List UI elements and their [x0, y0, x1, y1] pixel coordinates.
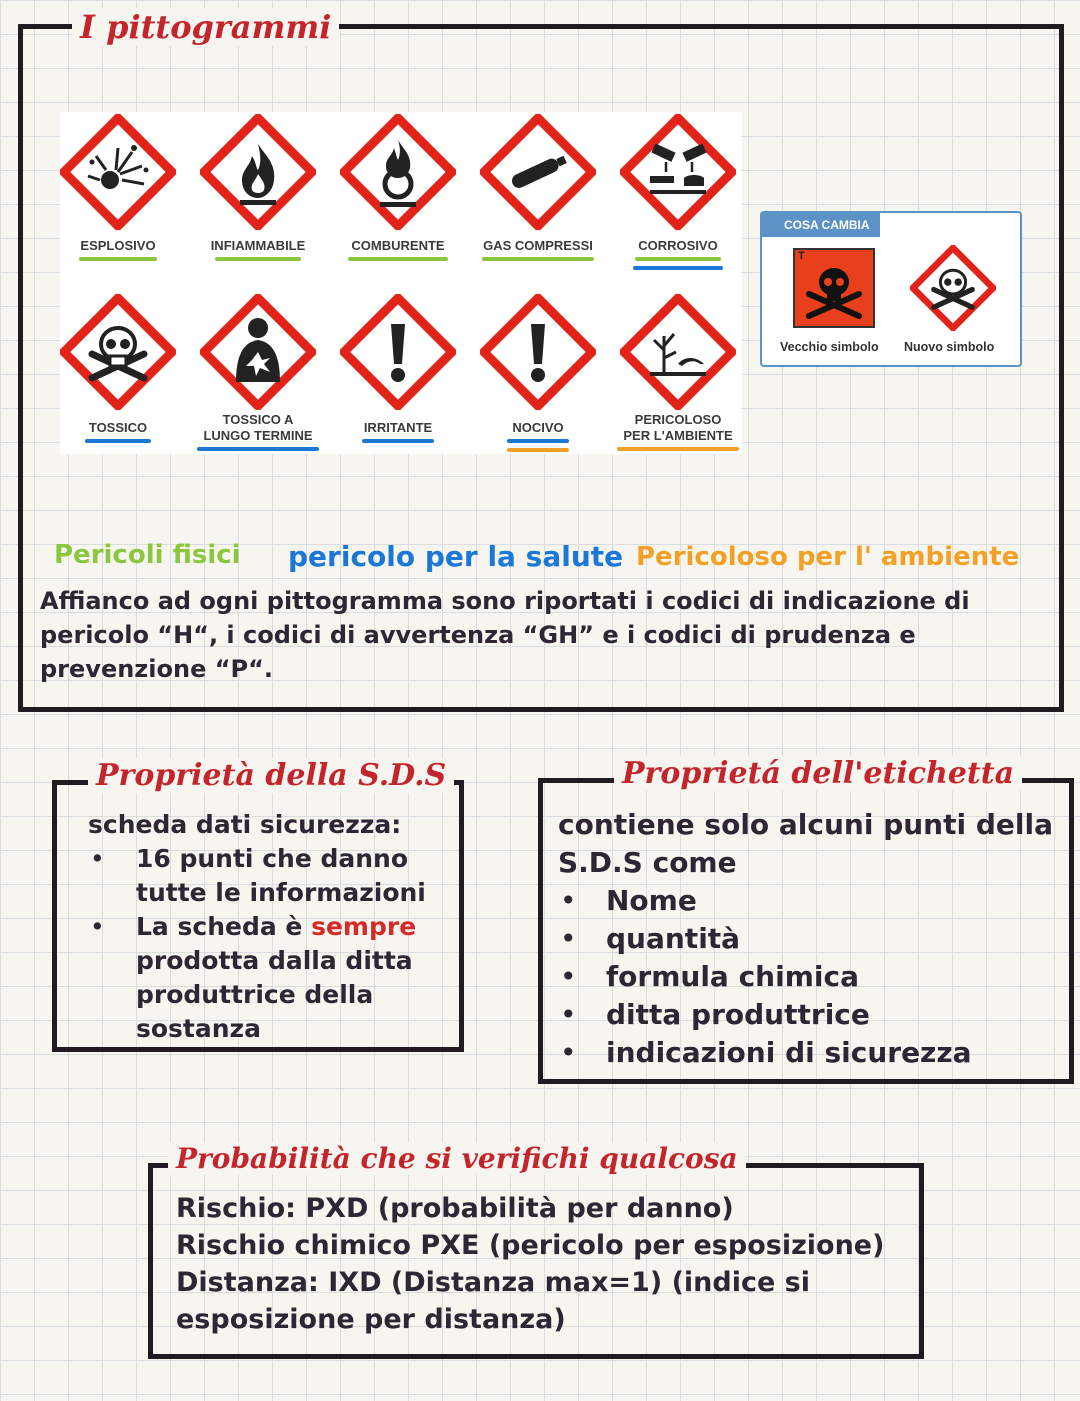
flame-icon: [200, 114, 316, 230]
label-line: PER L'AMBIENTE: [623, 428, 733, 443]
risk-line: Rischio: PXD (probabilità per danno): [176, 1193, 734, 1224]
pictogram-pericoloso-ambiente: [610, 294, 746, 451]
skull-crossbones-icon: [795, 250, 873, 326]
sds-intro: scheda dati sicurezza:: [88, 810, 402, 839]
list-item: • quantità: [558, 920, 1053, 958]
item-line: prodotta dalla ditta: [136, 946, 413, 975]
sds-content: [88, 808, 426, 1046]
physical-underline: [79, 257, 157, 261]
pictogram-tossico-lungo-termine: [190, 294, 326, 451]
pictogram-corrosivo: [610, 114, 746, 270]
pictogram-label: COMBURENTE: [351, 238, 445, 253]
pictogram-nocivo: [470, 294, 606, 452]
old-symbol: [793, 248, 875, 328]
pictograms-paragraph: [40, 584, 970, 686]
pictogram-label: [190, 412, 326, 444]
pictogram-comburente: [330, 114, 466, 261]
pictogram-label: CORROSIVO: [638, 238, 718, 253]
sds-title: Proprietà della S.D.S: [88, 758, 454, 793]
label-content: [558, 806, 1053, 1072]
label-list: [558, 882, 1053, 1072]
item-line: • 16 punti che danno: [136, 844, 409, 873]
environment-underline: [617, 447, 739, 451]
exclamation-icon: [340, 294, 456, 410]
pictogram-label: INFIAMMABILE: [210, 238, 306, 253]
risk-title: Probabilità che si verifichi qualcosa: [168, 1142, 746, 1175]
physical-underline: [215, 257, 301, 261]
risk-line: Rischio chimico PXE (pericolo per esposizione): [176, 1230, 885, 1261]
health-underline: [362, 439, 434, 443]
pictogram-label: ESPLOSIVO: [80, 238, 156, 253]
paragraph-line: pericolo “H“, i codici di avvertenza “GH” e i codici di prudenza e: [40, 621, 916, 649]
cosa-cambia-box: [760, 211, 1022, 367]
risk-content: [176, 1190, 884, 1338]
pictogram-label: GAS COMPRESSI: [483, 238, 593, 253]
pictogram-tossico: [50, 294, 186, 443]
physical-underline: [482, 257, 594, 261]
pictograms-panel: [60, 112, 742, 454]
list-item: [88, 910, 426, 1046]
health-underline: [85, 439, 151, 443]
list-item: • Nome: [558, 882, 1053, 920]
health-underline: [633, 266, 723, 270]
sds-list: [88, 842, 426, 1046]
legend-environment: Pericoloso per l' ambiente: [636, 542, 1020, 572]
explosive-icon: [60, 114, 176, 230]
pictogram-label: [610, 412, 746, 444]
list-item: • formula chimica: [558, 958, 1053, 996]
highlight-sempre: sempre: [311, 912, 417, 941]
item-line: tutte le informazioni: [136, 878, 426, 907]
legend-health: pericolo per la salute: [288, 540, 624, 573]
pictogram-gas-compressi: [470, 114, 606, 261]
skull-crossbones-icon: [60, 294, 176, 410]
physical-underline: [348, 257, 448, 261]
new-symbol-label: Nuovo simbolo: [904, 340, 995, 354]
list-item: • indicazioni di sicurezza: [558, 1034, 1053, 1072]
flame-over-circle-icon: [340, 114, 456, 230]
label-intro-line: contiene solo alcuni punti della: [558, 808, 1053, 841]
risk-line: Distanza: IXD (Distanza max=1) (indice si: [176, 1267, 811, 1298]
list-item: • ditta produttrice: [558, 996, 1053, 1034]
label-intro-line: S.D.S come: [558, 846, 737, 879]
risk-line: esposizione per distanza): [176, 1304, 566, 1335]
item-text: La scheda è: [136, 912, 312, 941]
gas-cylinder-icon: [480, 114, 596, 230]
pictogram-esplosivo: [50, 114, 186, 261]
corrosion-icon: [620, 114, 736, 230]
health-underline: [197, 447, 319, 451]
pictogram-label: TOSSICO: [88, 420, 148, 435]
pictogram-label: NOCIVO: [512, 420, 564, 435]
physical-underline: [635, 257, 721, 261]
item-line: produttrice della: [136, 980, 374, 1009]
old-symbol-letter: T: [798, 250, 805, 262]
list-item: [88, 842, 426, 910]
paragraph-line: Affianco ad ogni pittogramma sono riportati i codici di indicazione di: [40, 587, 970, 615]
environment-underline: [507, 448, 569, 452]
item-line: sostanza: [136, 1014, 261, 1043]
item-line: [136, 910, 426, 944]
pictogram-label: IRRITANTE: [363, 420, 433, 435]
health-hazard-icon: [200, 294, 316, 410]
paragraph-line: prevenzione “P“.: [40, 655, 273, 683]
cosa-cambia-tab: COSA CAMBIA: [762, 213, 880, 237]
legend-physical: Pericoli fisici: [54, 540, 241, 570]
old-symbol-label: Vecchio simbolo: [780, 340, 879, 354]
label-line: PERICOLOSO: [634, 412, 722, 427]
label-line: LUNGO TERMINE: [203, 428, 313, 443]
exclamation-icon: [480, 294, 596, 410]
pictogram-irritante: [330, 294, 466, 443]
label-title: Proprietá dell'etichetta: [614, 756, 1022, 791]
skull-crossbones-icon: [910, 245, 996, 331]
environment-icon: [620, 294, 736, 410]
pictograms-title: I pittogrammi: [72, 8, 339, 46]
health-underline: [507, 439, 569, 443]
label-line: TOSSICO A: [222, 412, 294, 427]
pictogram-infiammabile: [190, 114, 326, 261]
